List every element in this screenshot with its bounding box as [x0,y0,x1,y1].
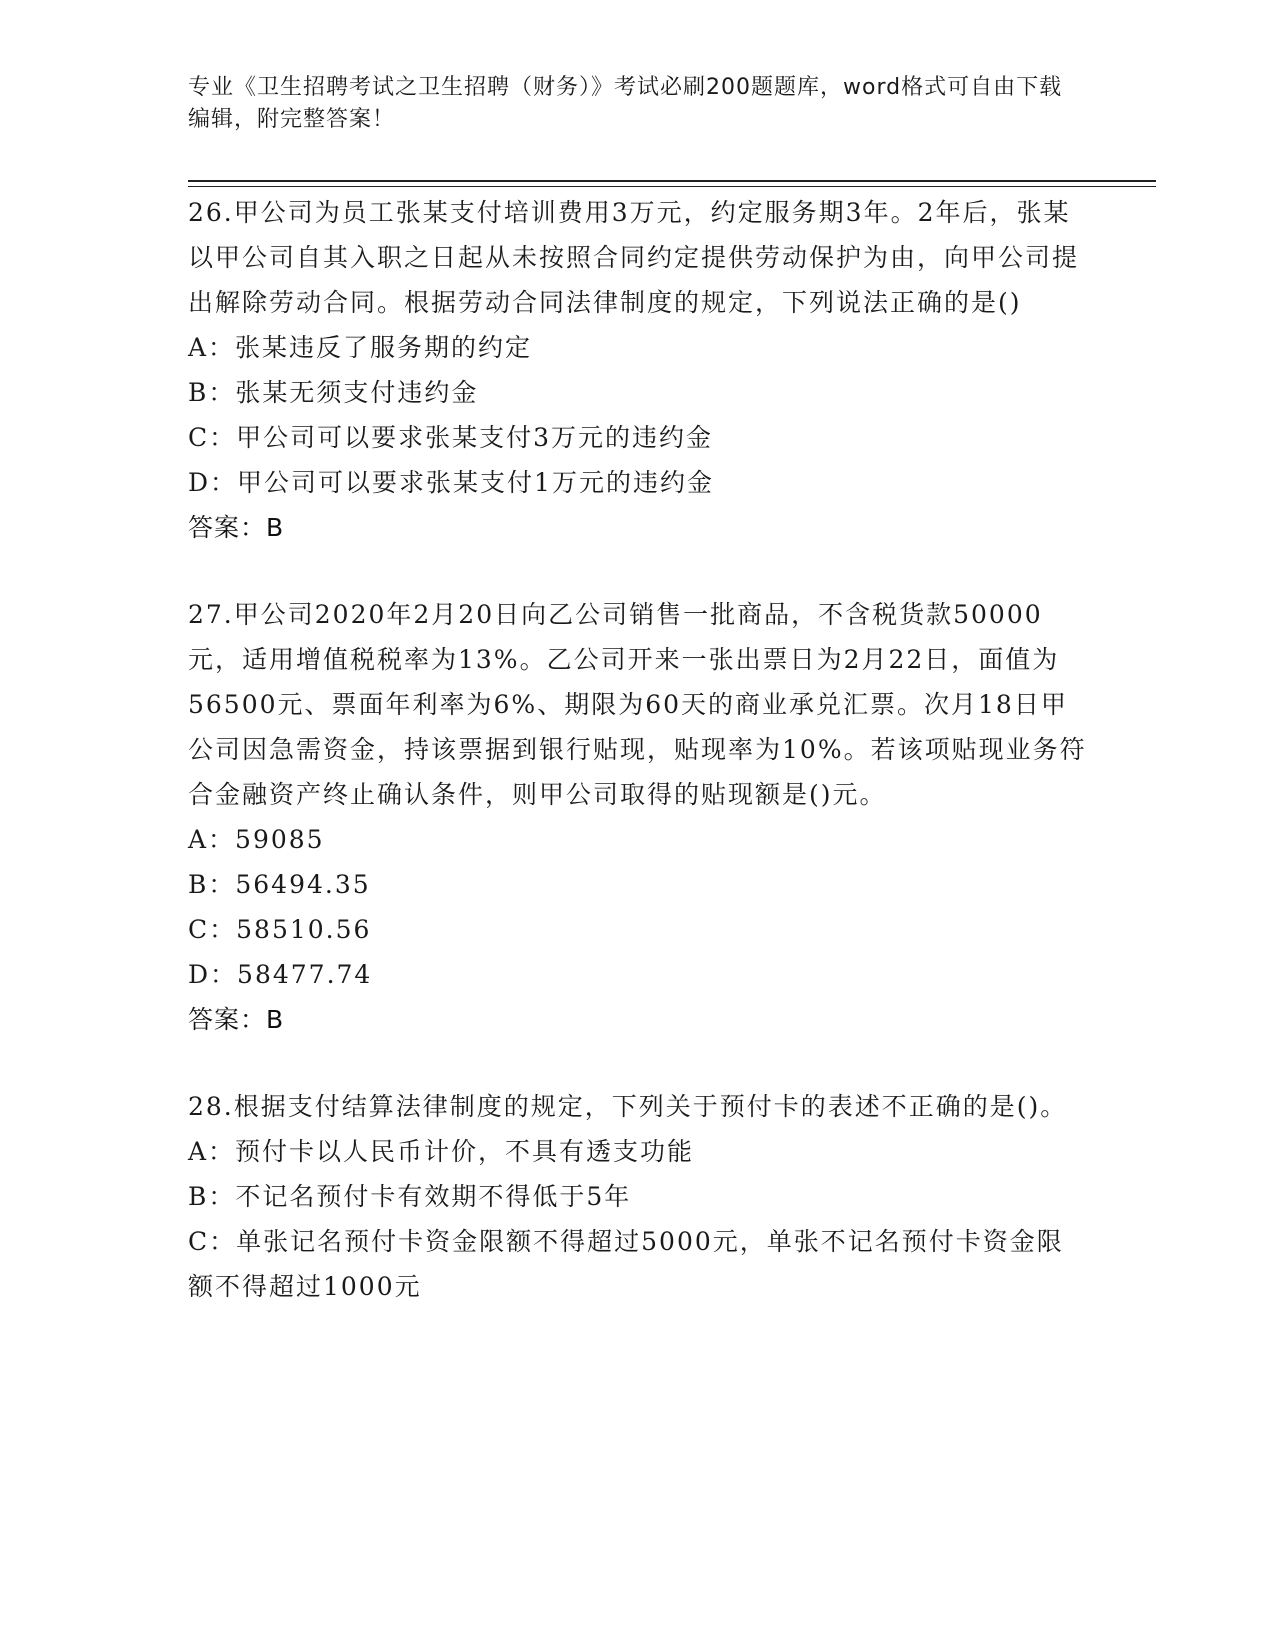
option-a: A：预付卡以人民币计价，不具有透支功能 [188,1137,695,1166]
option-c: C：甲公司可以要求张某支付3万元的违约金 [188,423,714,452]
question-stem: 27.甲公司2020年2月20日向乙公司销售一批商品，不含税货款50000元，适用增值税税率为13%。乙公司开来一张出票日为2月22日，面值为56500元、票面年利率为6%、期限为60天的商业承兑汇票。次月18日甲公司因急需资金，持该票据到银行贴现，贴现率为10%。若该项贴现业务符合金融资产终止确认条件，则甲公司取得的贴现额是()元。 [188,600,1087,809]
question-26 [188,190,1088,550]
header-rule-thick [188,180,1156,182]
option-d: D：58477.74 [188,960,373,989]
answer: 答案：B [188,513,285,542]
question-list [188,190,1088,1351]
option-a: A：59085 [188,825,325,854]
option-d: D：甲公司可以要求张某支付1万元的违约金 [188,468,714,497]
document-header: 专业《卫生招聘考试之卫生招聘（财务）》考试必刷200题题库，word格式可自由下载编辑，附完整答案！ [188,75,1063,132]
option-a: A：张某违反了服务期的约定 [188,333,533,362]
option-b: B：不记名预付卡有效期不得低于5年 [188,1182,632,1211]
option-c: C：58510.56 [188,915,372,944]
option-b: B：张某无须支付违约金 [188,378,479,407]
question-28 [188,1084,1088,1309]
question-27 [188,592,1088,1042]
option-c: C：单张记名预付卡资金限额不得超过5000元，单张不记名预付卡资金限额不得超过1000元 [188,1227,1064,1301]
question-stem: 26.甲公司为员工张某支付培训费用3万元，约定服务期3年。2年后，张某以甲公司自其入职之日起从未按照合同约定提供劳动保护为由，向甲公司提出解除劳动合同。根据劳动合同法律制度的规定，下列说法正确的是() [188,198,1080,317]
option-b: B：56494.35 [188,870,371,899]
header-rule-thin [188,186,1156,187]
question-stem: 28.根据支付结算法律制度的规定，下列关于预付卡的表述不正确的是()。 [188,1092,1068,1121]
answer: 答案：B [188,1005,285,1034]
